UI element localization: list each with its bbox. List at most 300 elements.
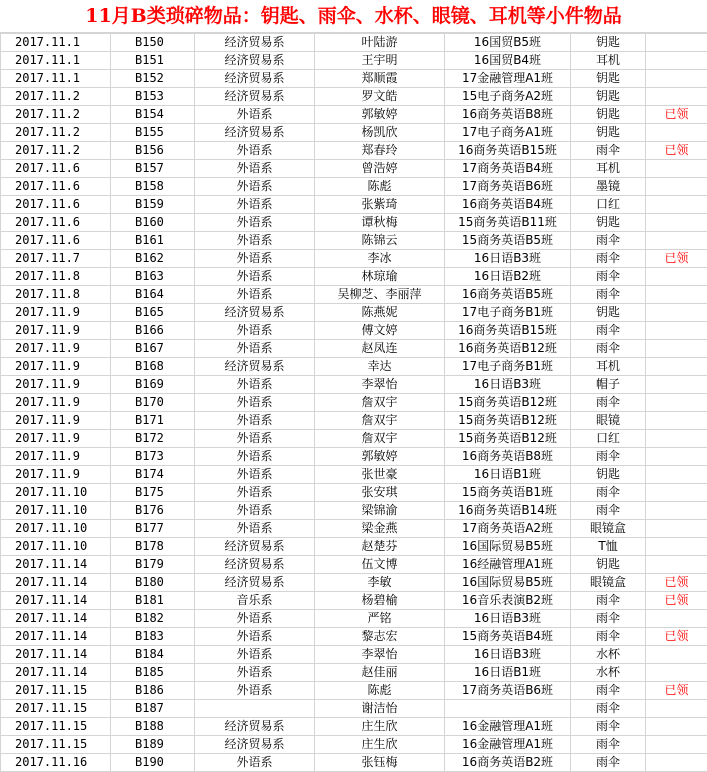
item-cell[interactable]: 雨伞 [571,268,646,286]
code-cell[interactable]: B176 [111,502,195,520]
class-cell[interactable]: 16国际贸易B5班 [445,538,571,556]
date-cell[interactable]: 2017.11.2 [1,142,111,160]
name-cell[interactable]: 谢洁怡 [315,700,445,718]
department-cell[interactable]: 经济贸易系 [195,358,315,376]
date-cell[interactable]: 2017.11.9 [1,412,111,430]
department-cell[interactable]: 经济贸易系 [195,88,315,106]
code-cell[interactable]: B172 [111,430,195,448]
name-cell[interactable]: 李翠怡 [315,376,445,394]
department-cell[interactable]: 经济贸易系 [195,736,315,754]
code-cell[interactable]: B155 [111,124,195,142]
code-cell[interactable]: B183 [111,628,195,646]
class-cell[interactable]: 17电子商务B1班 [445,358,571,376]
class-cell[interactable]: 17商务英语B6班 [445,178,571,196]
item-cell[interactable]: 钥匙 [571,466,646,484]
name-cell[interactable]: 郑顺霞 [315,70,445,88]
name-cell[interactable]: 林琼瑜 [315,268,445,286]
code-cell[interactable]: B175 [111,484,195,502]
code-cell[interactable]: B174 [111,466,195,484]
status-cell[interactable] [646,700,707,718]
class-cell[interactable]: 15商务英语B12班 [445,430,571,448]
status-cell[interactable] [646,520,707,538]
status-cell[interactable] [646,34,707,52]
name-cell[interactable]: 陈彪 [315,682,445,700]
class-cell[interactable]: 16金融管理A1班 [445,736,571,754]
status-cell[interactable] [646,556,707,574]
code-cell[interactable]: B178 [111,538,195,556]
item-cell[interactable]: 雨伞 [571,754,646,772]
code-cell[interactable]: B159 [111,196,195,214]
item-cell[interactable]: 雨伞 [571,484,646,502]
item-cell[interactable]: 雨伞 [571,232,646,250]
code-cell[interactable]: B177 [111,520,195,538]
code-cell[interactable]: B151 [111,52,195,70]
name-cell[interactable]: 吴柳芝、李丽萍 [315,286,445,304]
name-cell[interactable]: 王宇明 [315,52,445,70]
department-cell[interactable]: 外语系 [195,106,315,124]
item-cell[interactable]: 雨伞 [571,628,646,646]
item-cell[interactable]: 钥匙 [571,34,646,52]
status-cell[interactable] [646,610,707,628]
class-cell[interactable]: 16商务英语B4班 [445,196,571,214]
code-cell[interactable]: B163 [111,268,195,286]
status-cell[interactable] [646,196,707,214]
name-cell[interactable]: 陈燕妮 [315,304,445,322]
department-cell[interactable]: 外语系 [195,376,315,394]
item-cell[interactable]: 雨伞 [571,142,646,160]
table-row [1,196,707,214]
status-cell[interactable]: 已领 [646,250,707,268]
item-cell[interactable]: 雨伞 [571,250,646,268]
class-cell[interactable]: 16国贸B4班 [445,52,571,70]
status-cell[interactable] [646,484,707,502]
item-cell[interactable]: 眼镜 [571,412,646,430]
name-cell[interactable]: 曾浩婷 [315,160,445,178]
item-cell[interactable]: 墨镜 [571,178,646,196]
item-cell[interactable]: 雨伞 [571,700,646,718]
date-cell[interactable]: 2017.11.14 [1,574,111,592]
date-cell[interactable]: 2017.11.2 [1,106,111,124]
department-cell[interactable]: 外语系 [195,430,315,448]
name-cell[interactable]: 伍文博 [315,556,445,574]
class-cell[interactable]: 17金融管理A1班 [445,70,571,88]
table-row [1,700,707,718]
status-cell[interactable] [646,268,707,286]
item-cell[interactable]: 雨伞 [571,610,646,628]
date-cell[interactable]: 2017.11.10 [1,484,111,502]
code-cell[interactable]: B187 [111,700,195,718]
table-row [1,628,707,646]
department-cell[interactable]: 外语系 [195,322,315,340]
department-cell[interactable]: 外语系 [195,682,315,700]
status-cell[interactable] [646,412,707,430]
item-cell[interactable]: 雨伞 [571,340,646,358]
code-cell[interactable]: B180 [111,574,195,592]
date-cell[interactable]: 2017.11.14 [1,628,111,646]
department-cell[interactable]: 外语系 [195,484,315,502]
item-cell[interactable]: 眼镜盒 [571,574,646,592]
status-cell[interactable] [646,322,707,340]
item-cell[interactable]: 水杯 [571,646,646,664]
date-cell[interactable]: 2017.11.15 [1,700,111,718]
status-cell[interactable] [646,664,707,682]
date-cell[interactable]: 2017.11.9 [1,448,111,466]
item-cell[interactable]: 耳机 [571,52,646,70]
date-cell[interactable]: 2017.11.6 [1,196,111,214]
class-cell[interactable]: 15电子商务A2班 [445,88,571,106]
code-cell[interactable]: B157 [111,160,195,178]
code-cell[interactable]: B188 [111,718,195,736]
date-cell[interactable]: 2017.11.6 [1,178,111,196]
code-cell[interactable]: B160 [111,214,195,232]
status-cell[interactable] [646,358,707,376]
code-cell[interactable]: B170 [111,394,195,412]
class-cell[interactable]: 16商务英语B8班 [445,448,571,466]
date-cell[interactable]: 2017.11.6 [1,160,111,178]
item-cell[interactable]: 口红 [571,430,646,448]
name-cell[interactable]: 叶陆游 [315,34,445,52]
item-cell[interactable]: 耳机 [571,358,646,376]
code-cell[interactable]: B165 [111,304,195,322]
item-cell[interactable]: 帽子 [571,376,646,394]
status-cell[interactable] [646,232,707,250]
department-cell[interactable]: 外语系 [195,448,315,466]
status-cell[interactable] [646,376,707,394]
name-cell[interactable]: 傅文婷 [315,322,445,340]
code-cell[interactable]: B184 [111,646,195,664]
date-cell[interactable]: 2017.11.2 [1,88,111,106]
table-row [1,178,707,196]
department-cell[interactable]: 外语系 [195,196,315,214]
class-cell[interactable]: 16商务英语B12班 [445,340,571,358]
name-cell[interactable]: 赵佳丽 [315,664,445,682]
class-cell[interactable]: 16商务英语B14班 [445,502,571,520]
date-cell[interactable]: 2017.11.14 [1,664,111,682]
name-cell[interactable]: 梁锦渝 [315,502,445,520]
class-cell[interactable]: 15商务英语B12班 [445,412,571,430]
department-cell[interactable]: 经济贸易系 [195,304,315,322]
department-cell[interactable]: 经济贸易系 [195,34,315,52]
date-cell[interactable]: 2017.11.14 [1,592,111,610]
status-cell[interactable] [646,214,707,232]
code-cell[interactable]: B167 [111,340,195,358]
date-cell[interactable]: 2017.11.9 [1,322,111,340]
item-cell[interactable]: 钥匙 [571,106,646,124]
status-cell[interactable] [646,502,707,520]
item-cell[interactable]: 耳机 [571,160,646,178]
code-cell[interactable]: B182 [111,610,195,628]
department-cell[interactable]: 外语系 [195,178,315,196]
status-cell[interactable] [646,52,707,70]
name-cell[interactable]: 陈彪 [315,178,445,196]
table-row [1,124,707,142]
item-cell[interactable]: 雨伞 [571,448,646,466]
code-cell[interactable]: B154 [111,106,195,124]
department-cell[interactable]: 外语系 [195,250,315,268]
class-cell[interactable]: 16国际贸易B5班 [445,574,571,592]
code-cell[interactable]: B179 [111,556,195,574]
name-cell[interactable]: 李冰 [315,250,445,268]
department-cell[interactable]: 外语系 [195,520,315,538]
date-cell[interactable]: 2017.11.2 [1,124,111,142]
class-cell[interactable]: 17商务英语B6班 [445,682,571,700]
date-cell[interactable]: 2017.11.6 [1,214,111,232]
name-cell[interactable]: 张钰梅 [315,754,445,772]
class-cell[interactable]: 17商务英语B4班 [445,160,571,178]
class-cell[interactable]: 15商务英语B5班 [445,232,571,250]
status-cell[interactable] [646,538,707,556]
date-cell[interactable]: 2017.11.9 [1,358,111,376]
item-cell[interactable]: 雨伞 [571,394,646,412]
name-cell[interactable]: 杨碧榆 [315,592,445,610]
class-cell[interactable]: 16日语B2班 [445,268,571,286]
item-cell[interactable]: 钥匙 [571,88,646,106]
name-cell[interactable]: 李翠怡 [315,646,445,664]
date-cell[interactable]: 2017.11.7 [1,250,111,268]
department-cell[interactable]: 外语系 [195,754,315,772]
status-cell[interactable]: 已领 [646,106,707,124]
status-cell[interactable] [646,70,707,88]
item-cell[interactable]: 雨伞 [571,322,646,340]
item-cell[interactable]: 口红 [571,196,646,214]
department-cell[interactable]: 外语系 [195,160,315,178]
status-cell[interactable]: 已领 [646,592,707,610]
date-cell[interactable]: 2017.11.9 [1,304,111,322]
name-cell[interactable]: 赵凤连 [315,340,445,358]
code-cell[interactable]: B169 [111,376,195,394]
date-cell[interactable]: 2017.11.1 [1,70,111,88]
item-cell[interactable]: 雨伞 [571,736,646,754]
item-cell[interactable]: T恤 [571,538,646,556]
table-row [1,610,707,628]
status-cell[interactable] [646,340,707,358]
name-cell[interactable]: 黎志宏 [315,628,445,646]
class-cell[interactable]: 16商务英语B2班 [445,754,571,772]
code-cell[interactable]: B161 [111,232,195,250]
code-cell[interactable]: B185 [111,664,195,682]
class-cell[interactable]: 15商务英语B4班 [445,628,571,646]
lost-items-body [1,34,707,772]
class-cell[interactable]: 15商务英语B1班 [445,484,571,502]
name-cell[interactable]: 张紫琦 [315,196,445,214]
code-cell[interactable]: B156 [111,142,195,160]
department-cell[interactable]: 外语系 [195,628,315,646]
date-cell[interactable]: 2017.11.9 [1,394,111,412]
department-cell[interactable]: 经济贸易系 [195,538,315,556]
code-cell[interactable]: B166 [111,322,195,340]
code-cell[interactable]: B158 [111,178,195,196]
name-cell[interactable]: 李敏 [315,574,445,592]
item-cell[interactable]: 钥匙 [571,70,646,88]
code-cell[interactable]: B189 [111,736,195,754]
name-cell[interactable]: 幸达 [315,358,445,376]
status-cell[interactable] [646,736,707,754]
department-cell[interactable]: 经济贸易系 [195,718,315,736]
class-cell[interactable]: 16商务英语B5班 [445,286,571,304]
class-cell[interactable]: 15商务英语B11班 [445,214,571,232]
status-cell[interactable] [646,124,707,142]
name-cell[interactable]: 谭秋梅 [315,214,445,232]
class-cell[interactable]: 17电子商务B1班 [445,304,571,322]
status-cell[interactable] [646,178,707,196]
department-cell[interactable]: 经济贸易系 [195,574,315,592]
item-cell[interactable]: 雨伞 [571,718,646,736]
item-cell[interactable]: 水杯 [571,664,646,682]
item-cell[interactable]: 雨伞 [571,682,646,700]
department-cell[interactable] [195,700,315,718]
status-cell[interactable] [646,466,707,484]
date-cell[interactable]: 2017.11.15 [1,682,111,700]
department-cell[interactable]: 经济贸易系 [195,52,315,70]
department-cell[interactable]: 经济贸易系 [195,70,315,88]
class-cell[interactable]: 16金融管理A1班 [445,718,571,736]
status-cell[interactable]: 已领 [646,574,707,592]
code-cell[interactable]: B164 [111,286,195,304]
item-cell[interactable]: 雨伞 [571,592,646,610]
status-cell[interactable] [646,286,707,304]
department-cell[interactable]: 外语系 [195,646,315,664]
name-cell[interactable]: 詹双宇 [315,394,445,412]
date-cell[interactable]: 2017.11.14 [1,556,111,574]
class-cell[interactable]: 16日语B3班 [445,646,571,664]
department-cell[interactable]: 经济贸易系 [195,556,315,574]
item-cell[interactable]: 钥匙 [571,556,646,574]
date-cell[interactable]: 2017.11.8 [1,286,111,304]
class-cell[interactable]: 16日语B3班 [445,376,571,394]
status-cell[interactable] [646,718,707,736]
department-cell[interactable]: 外语系 [195,412,315,430]
class-cell[interactable]: 16商务英语B15班 [445,142,571,160]
class-cell[interactable]: 17电子商务A1班 [445,124,571,142]
date-cell[interactable]: 2017.11.9 [1,466,111,484]
table-row [1,718,707,736]
status-cell[interactable] [646,160,707,178]
date-cell[interactable]: 2017.11.10 [1,520,111,538]
date-cell[interactable]: 2017.11.8 [1,268,111,286]
table-row [1,340,707,358]
item-cell[interactable]: 眼镜盒 [571,520,646,538]
table-row [1,556,707,574]
class-cell[interactable]: 16日语B3班 [445,610,571,628]
code-cell[interactable]: B173 [111,448,195,466]
class-cell[interactable]: 17商务英语A2班 [445,520,571,538]
code-cell[interactable]: B181 [111,592,195,610]
department-cell[interactable]: 外语系 [195,664,315,682]
name-cell[interactable]: 罗文皓 [315,88,445,106]
department-cell[interactable]: 外语系 [195,610,315,628]
name-cell[interactable]: 庄生欣 [315,736,445,754]
name-cell[interactable]: 陈锦云 [315,232,445,250]
class-cell[interactable]: 16商务英语B15班 [445,322,571,340]
name-cell[interactable]: 詹双宇 [315,430,445,448]
name-cell[interactable]: 郑春玲 [315,142,445,160]
code-cell[interactable]: B186 [111,682,195,700]
table-row [1,268,707,286]
class-cell[interactable]: 16日语B1班 [445,664,571,682]
code-cell[interactable]: B190 [111,754,195,772]
table-row [1,142,707,160]
class-cell[interactable]: 16商务英语B8班 [445,106,571,124]
date-cell[interactable]: 2017.11.10 [1,538,111,556]
class-cell[interactable]: 16日语B1班 [445,466,571,484]
name-cell[interactable]: 杨凯欣 [315,124,445,142]
code-cell[interactable]: B168 [111,358,195,376]
status-cell[interactable] [646,88,707,106]
date-cell[interactable]: 2017.11.16 [1,754,111,772]
class-cell[interactable]: 16国贸B5班 [445,34,571,52]
status-cell[interactable]: 已领 [646,628,707,646]
date-cell[interactable]: 2017.11.14 [1,646,111,664]
class-cell[interactable]: 16音乐表演B2班 [445,592,571,610]
item-cell[interactable]: 钥匙 [571,304,646,322]
status-cell[interactable] [646,448,707,466]
date-cell[interactable]: 2017.11.9 [1,430,111,448]
name-cell[interactable]: 张世豪 [315,466,445,484]
date-cell[interactable]: 2017.11.15 [1,736,111,754]
date-cell[interactable]: 2017.11.15 [1,718,111,736]
department-cell[interactable]: 音乐系 [195,592,315,610]
item-cell[interactable]: 雨伞 [571,286,646,304]
status-cell[interactable] [646,394,707,412]
status-cell[interactable]: 已领 [646,142,707,160]
department-cell[interactable]: 外语系 [195,394,315,412]
department-cell[interactable]: 外语系 [195,142,315,160]
name-cell[interactable]: 张安琪 [315,484,445,502]
department-cell[interactable]: 经济贸易系 [195,124,315,142]
item-cell[interactable]: 雨伞 [571,502,646,520]
status-cell[interactable] [646,646,707,664]
department-cell[interactable]: 外语系 [195,214,315,232]
code-cell[interactable]: B152 [111,70,195,88]
name-cell[interactable]: 梁金燕 [315,520,445,538]
code-cell[interactable]: B162 [111,250,195,268]
class-cell[interactable] [445,700,571,718]
class-cell[interactable]: 16日语B3班 [445,250,571,268]
department-cell[interactable]: 外语系 [195,268,315,286]
class-cell[interactable]: 16经融管理A1班 [445,556,571,574]
table-row [1,160,707,178]
code-cell[interactable]: B150 [111,34,195,52]
sheet-title: 11月B类琐碎物品：钥匙、雨伞、水杯、眼镜、耳机等小件物品 [0,0,707,33]
date-cell[interactable]: 2017.11.1 [1,34,111,52]
status-cell[interactable]: 已领 [646,682,707,700]
name-cell[interactable]: 詹双宇 [315,412,445,430]
status-cell[interactable] [646,304,707,322]
department-cell[interactable]: 外语系 [195,466,315,484]
code-cell[interactable]: B171 [111,412,195,430]
item-cell[interactable]: 钥匙 [571,124,646,142]
name-cell[interactable]: 郭敏婷 [315,448,445,466]
item-cell[interactable]: 钥匙 [571,214,646,232]
date-cell[interactable]: 2017.11.14 [1,610,111,628]
department-cell[interactable]: 外语系 [195,232,315,250]
department-cell[interactable]: 外语系 [195,340,315,358]
name-cell[interactable]: 严铭 [315,610,445,628]
date-cell[interactable]: 2017.11.10 [1,502,111,520]
department-cell[interactable]: 外语系 [195,286,315,304]
name-cell[interactable]: 郭敏婷 [315,106,445,124]
date-cell[interactable]: 2017.11.6 [1,232,111,250]
date-cell[interactable]: 2017.11.1 [1,52,111,70]
date-cell[interactable]: 2017.11.9 [1,376,111,394]
date-cell[interactable]: 2017.11.9 [1,340,111,358]
department-cell[interactable]: 外语系 [195,502,315,520]
name-cell[interactable]: 赵楚芬 [315,538,445,556]
code-cell[interactable]: B153 [111,88,195,106]
class-cell[interactable]: 15商务英语B12班 [445,394,571,412]
status-cell[interactable] [646,430,707,448]
name-cell[interactable]: 庄生欣 [315,718,445,736]
